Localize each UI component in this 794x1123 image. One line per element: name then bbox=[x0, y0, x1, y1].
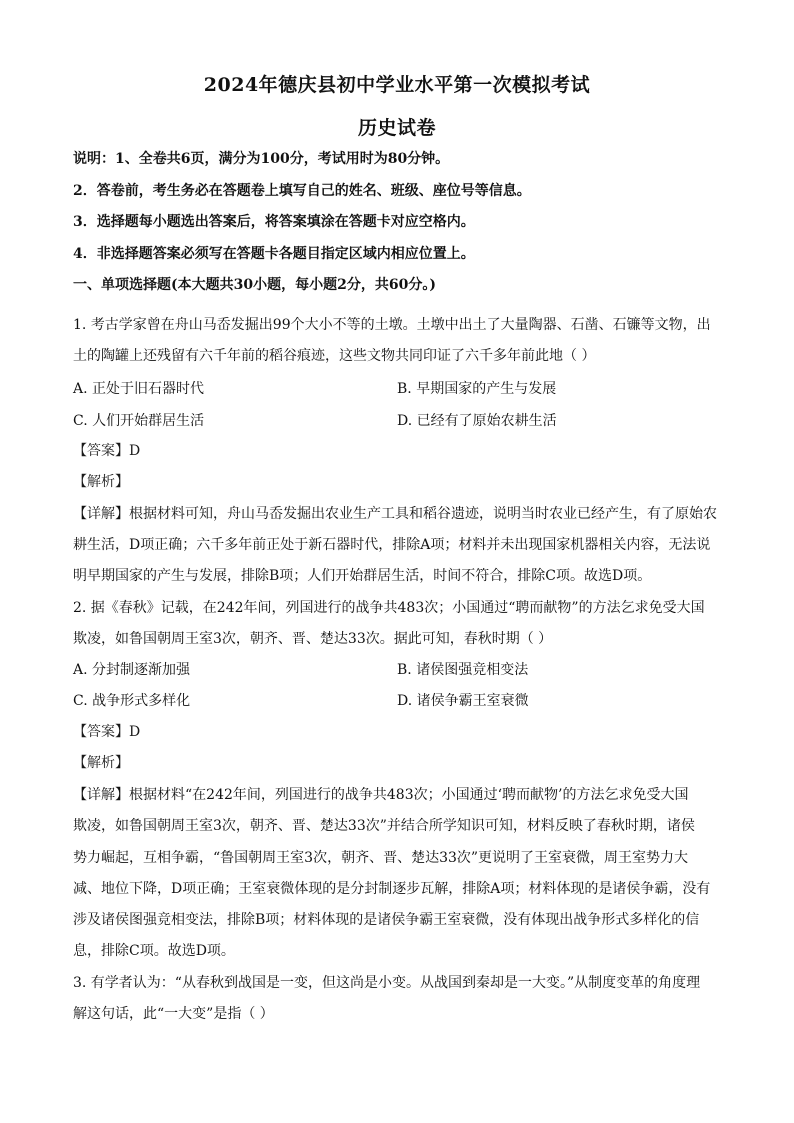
instruction-1: 说明：1、全卷共6页，满分为100分，考试用时为80分钟。 bbox=[73, 151, 450, 167]
q1-stem-line-2: 土的陶罐上还残留有六千年前的稻谷痕迹，这些文物共同印证了六千多年前此地（ ） bbox=[73, 348, 596, 364]
section-heading: 一、单项选择题(本大题共30小题，每小题2分，共60分。) bbox=[73, 277, 436, 293]
q2-detail-line-5: 涉及诸侯图强竞相变法，排除B项；材料体现的是诸侯争霸王室衰微，没有体现出战争形式多样化的信 bbox=[73, 912, 700, 928]
q1-detail-line-1: 【详解】根据材料可知，舟山马岙发掘出农业生产工具和稻谷遗迹，说明当时农业已经产生，有了原始农 bbox=[73, 506, 717, 522]
instruction-3: 3．选择题每小题选出答案后，将答案填涂在答题卡对应空格内。 bbox=[73, 214, 475, 230]
q3-stem-line-2: 解这句话，此“一大变”是指（ ） bbox=[73, 1006, 274, 1022]
q2-detail-line-6: 息，排除C项。故选D项。 bbox=[73, 943, 235, 959]
q2-detail-line-1: 【详解】根据材料“在242年间，列国进行的战争共483次；小国通过‘聘而献物’的方法乞求免受大国 bbox=[73, 787, 689, 803]
q2-detail-line-2: 欺凌，如鲁国朝周王室3次，朝齐、晋、楚达33次”并结合所学知识可知，材料反映了春秋时期，诸侯 bbox=[73, 818, 695, 834]
q1-detail-line-3: 明早期国家的产生与发展，排除B项；人们开始群居生活，时间不符合，排除C项。故选D项。 bbox=[73, 568, 652, 584]
instruction-4: 4．非选择题答案必须写在答题卡各题目指定区域内相应位置上。 bbox=[73, 246, 475, 262]
q1-option-d: D. 已经有了原始农耕生活 bbox=[397, 413, 557, 429]
exam-title: 2024年德庆县初中学业水平第一次模拟考试 bbox=[203, 74, 591, 96]
q2-answer: 【答案】D bbox=[73, 724, 141, 740]
q1-option-b: B. 早期国家的产生与发展 bbox=[397, 381, 557, 397]
exam-subtitle: 历史试卷 bbox=[357, 117, 436, 139]
q1-option-c: C. 人们开始群居生活 bbox=[73, 413, 205, 429]
q2-option-b: B. 诸侯图强竞相变法 bbox=[397, 662, 529, 678]
q2-option-c: C. 战争形式多样化 bbox=[73, 693, 191, 709]
q3-stem-line-1: 3. 有学者认为：“从春秋到战国是一变，但这尚是小变。从战国到秦却是一大变。”从制度变革的角度理 bbox=[73, 975, 701, 991]
q2-detail-line-4: 减、地位下降，D项正确；王室衰微体现的是分封制逐步瓦解，排除A项；材料体现的是诸侯争霸，没有 bbox=[73, 881, 711, 897]
q1-option-a: A. 正处于旧石器时代 bbox=[73, 381, 205, 397]
q2-stem-line-1: 2. 据《春秋》记载，在242年间，列国进行的战争共483次；小国通过“聘而献物”的方法乞求免受大国 bbox=[73, 600, 705, 616]
q2-analysis-label: 【解析】 bbox=[73, 755, 129, 771]
q2-option-a: A. 分封制逐渐加强 bbox=[73, 662, 191, 678]
q2-option-d: D. 诸侯争霸王室衰微 bbox=[397, 693, 529, 709]
q1-analysis-label: 【解析】 bbox=[73, 474, 129, 490]
q2-stem-line-2: 欺凌，如鲁国朝周王室3次，朝齐、晋、楚达33次。据此可知，春秋时期（ ） bbox=[73, 631, 553, 647]
q2-detail-line-3: 势力崛起，互相争霸，“鲁国朝周王室3次，朝齐、晋、楚达33次”更说明了王室衰微，周王室势力大 bbox=[73, 850, 689, 866]
q1-answer: 【答案】D bbox=[73, 443, 141, 459]
instruction-2: 2．答卷前，考生务必在答题卷上填写自己的姓名、班级、座位号等信息。 bbox=[73, 183, 531, 199]
q1-detail-line-2: 耕生活，D项正确；六千多年前正处于新石器时代，排除A项；材料并未出现国家机器相关内容，无法说 bbox=[73, 537, 711, 553]
q1-stem-line-1: 1. 考古学家曾在舟山马岙发掘出99个大小不等的土墩。土墩中出土了大量陶器、石凿、石镰等文物，出 bbox=[73, 317, 711, 333]
